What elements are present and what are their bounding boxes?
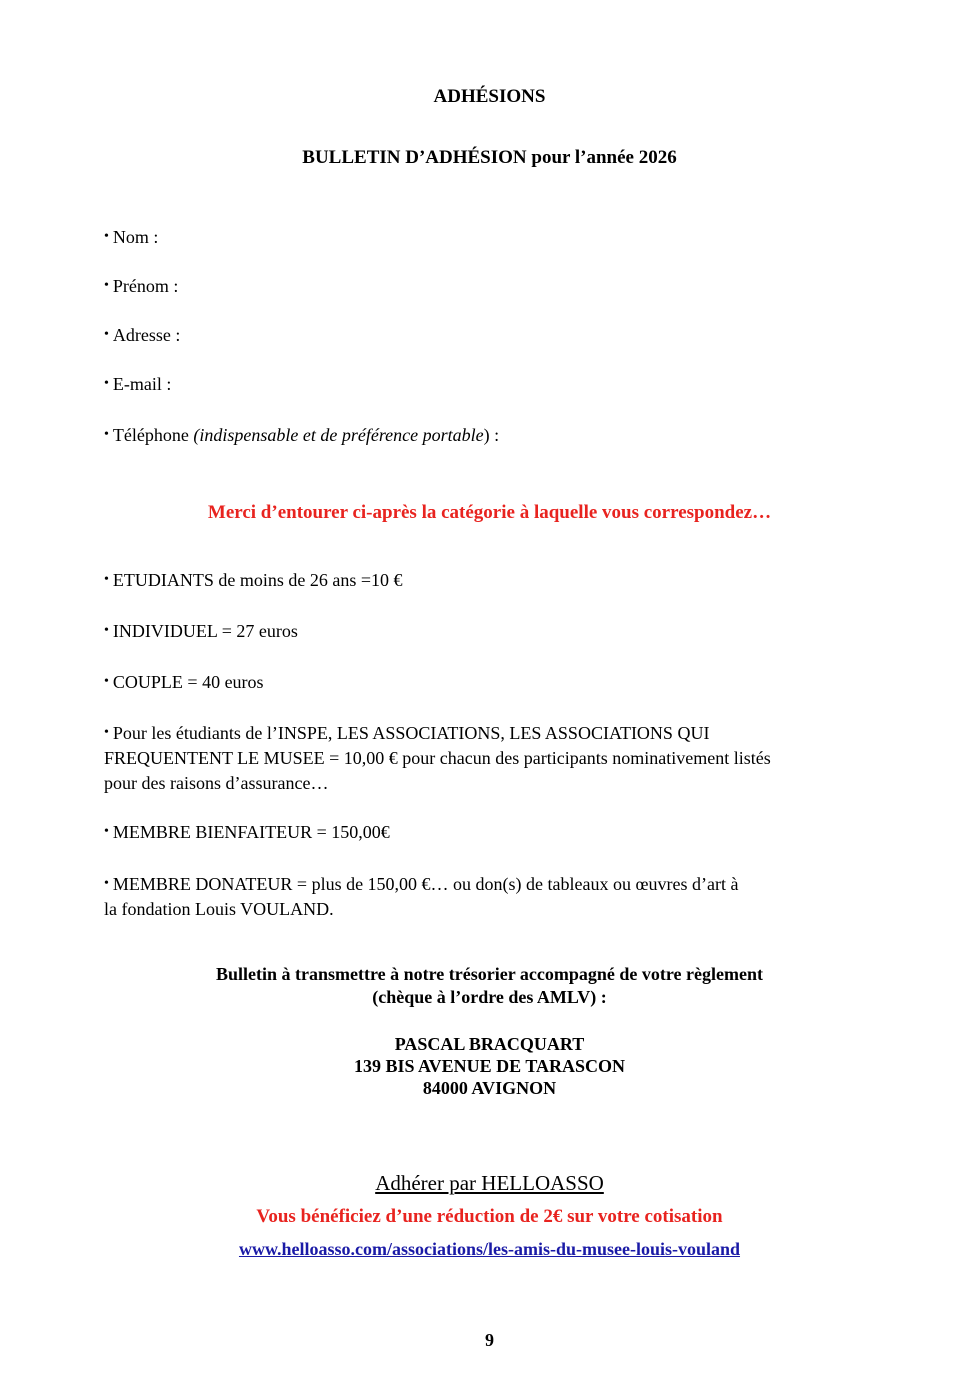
bullet-icon: • bbox=[104, 376, 109, 391]
category-inspe-line-2: FREQUENTENT LE MUSEE = 10,00 € pour chacun des participants nominativement listés bbox=[104, 748, 771, 768]
category-donateur-line-2: la fondation Louis VOULAND. bbox=[104, 899, 334, 919]
field-email-label: E-mail : bbox=[112, 374, 172, 394]
category-individuel-label: INDIVIDUEL = 27 euros bbox=[112, 621, 298, 641]
bullet-icon: • bbox=[104, 278, 109, 293]
bullet-icon: • bbox=[104, 674, 109, 689]
field-telephone-note: (indispensable et de préférence portable bbox=[193, 425, 484, 445]
category-inspe-associations[interactable] bbox=[104, 720, 864, 796]
helloasso-heading-text: Adhérer par HELLOASSO bbox=[375, 1171, 604, 1195]
helloasso-discount: Vous bénéficiez d’une réduction de 2€ sur votre cotisation bbox=[256, 1206, 723, 1227]
category-individuel[interactable] bbox=[104, 621, 298, 642]
category-inspe-text-1: Pour les étudiants de l’INSPE, LES ASSOCIATIONS, LES ASSOCIATIONS QUI bbox=[112, 723, 710, 743]
treasurer-city: 84000 AVIGNON bbox=[422, 1078, 557, 1098]
field-nom-label: Nom : bbox=[112, 227, 159, 247]
category-bienfaiteur[interactable] bbox=[104, 822, 390, 843]
field-prenom-label: Prénom : bbox=[112, 276, 179, 296]
category-inspe-line-1 bbox=[104, 720, 864, 746]
category-donateur-text-1: MEMBRE DONATEUR = plus de 150,00 €… ou don(s) de tableaux ou œuvres d’art à bbox=[112, 874, 739, 894]
category-couple[interactable] bbox=[104, 672, 264, 693]
category-instruction: Merci d’entourer ci-après la catégorie à laquelle vous correspondez… bbox=[207, 502, 772, 523]
bullet-icon: • bbox=[104, 229, 109, 244]
field-nom[interactable] bbox=[104, 227, 158, 248]
transmission-line-1: Bulletin à transmettre à notre trésorier accompagné de votre règlement bbox=[215, 964, 763, 984]
bullet-icon: • bbox=[104, 725, 109, 740]
treasurer-name: PASCAL BRACQUART bbox=[394, 1034, 585, 1054]
treasurer-street: 139 BIS AVENUE DE TARASCON bbox=[353, 1056, 626, 1076]
form-title: BULLETIN D’ADHÉSION pour l’année 2026 bbox=[302, 147, 677, 168]
bullet-icon: • bbox=[104, 427, 109, 442]
helloasso-heading bbox=[0, 1171, 979, 1196]
category-inspe-line-3: pour des raisons d’assurance… bbox=[104, 773, 329, 793]
field-prenom[interactable] bbox=[104, 276, 178, 297]
bullet-icon: • bbox=[104, 572, 109, 587]
section-title: ADHÉSIONS bbox=[433, 86, 546, 107]
category-donateur[interactable] bbox=[104, 871, 864, 922]
field-email[interactable] bbox=[104, 374, 171, 395]
category-etudiants-label: ETUDIANTS de moins de 26 ans =10 € bbox=[112, 570, 403, 590]
field-adresse[interactable] bbox=[104, 325, 180, 346]
helloasso-link-row bbox=[0, 1239, 979, 1260]
helloasso-link[interactable]: www.helloasso.com/associations/les-amis-du-musee-louis-vouland bbox=[238, 1239, 741, 1259]
page-number: 9 bbox=[485, 1330, 494, 1350]
field-telephone-suffix: ) : bbox=[483, 425, 500, 445]
category-couple-label: COUPLE = 40 euros bbox=[112, 672, 264, 692]
category-bienfaiteur-label: MEMBRE BIENFAITEUR = 150,00€ bbox=[112, 822, 390, 842]
bullet-icon: • bbox=[104, 824, 109, 839]
transmission-line-2: (chèque à l’ordre des AMLV) : bbox=[372, 987, 607, 1007]
field-telephone-label: Téléphone bbox=[112, 425, 194, 445]
bullet-icon: • bbox=[104, 623, 109, 638]
field-telephone[interactable] bbox=[104, 425, 499, 446]
bullet-icon: • bbox=[104, 327, 109, 342]
category-donateur-line-1 bbox=[104, 871, 864, 897]
bullet-icon: • bbox=[104, 876, 109, 891]
category-etudiants[interactable] bbox=[104, 570, 403, 591]
field-adresse-label: Adresse : bbox=[112, 325, 181, 345]
